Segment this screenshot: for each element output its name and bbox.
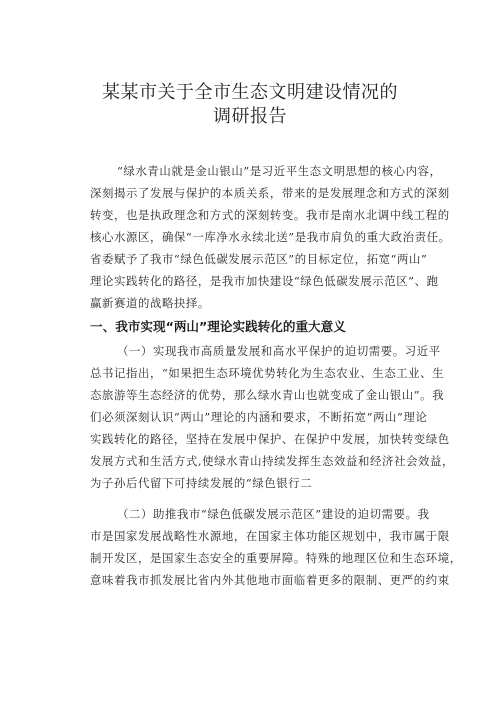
para-line: 市是国家发展战略性水源地，在国家主体功能区规划中，我市属于限 <box>90 529 450 543</box>
intro-line: 省委赋予了我市“绿色低碳发展示范区”的目标定位，拓宽“两山” <box>90 252 428 266</box>
para-line: 态旅游等生态经济的优势，那么绿水青山也就变成了金山银山”。我 <box>90 388 445 402</box>
doc-title-line-1: 某某市关于全市生态文明建设情况的 <box>102 82 398 103</box>
para-line: （一）实现我市高质量发展和高水平保护的迫切需要。习近平 <box>117 344 441 358</box>
para-line: （二）助推我市“绿色低碳发展示范区”建设的迫切需要。我 <box>117 507 430 521</box>
intro-line: 转变，也是执政理念和方式的深刻转变。我市是南水北调中线工程的 <box>90 208 450 222</box>
doc-title-line-2: 调研报告 <box>213 106 287 127</box>
intro-line: 赢新赛道的战略抉择。 <box>90 296 210 310</box>
para-line: 制开发区，是国家生态安全的重要屏障。特殊的地理区位和生态环境， <box>90 551 462 565</box>
intro-line: 深刻揭示了发展与保护的本质关系，带来的是发展理念和方式的深刻 <box>90 186 450 200</box>
para-line: 实践转化的路径，坚持在发展中保护、在保护中发展，加快转变绿色 <box>90 432 450 446</box>
intro-line: 理论实践转化的路径，是我市加快建设“绿色低碳发展示范区”、跑 <box>90 274 439 288</box>
para-line: 为子孙后代留下可持续发展的“绿色银行二 <box>90 476 313 490</box>
section-heading: 一、我市实现“两山”理论实践转化的重大意义 <box>90 319 346 334</box>
para-line: 总书记指出，“如果把生态环境优势转化为生态农业、生态工业、生 <box>90 366 445 380</box>
para-line: 发展方式和生活方式,使绿水青山持续发挥生态效益和经济社会效益， <box>90 454 454 468</box>
intro-line: “绿水青山就是金山银山”是习近平生态文明思想的核心内容， <box>117 164 442 178</box>
intro-line: 核心水源区，确保“一库净水永续北送”是我市肩负的重大政治责任。 <box>90 230 451 244</box>
para-line: 们必须深刻认识“两山”理论的内涵和要求，不断拓宽“两山”理论 <box>90 410 428 424</box>
para-line: 意味着我市抓发展比省内外其他地市面临着更多的限制、更严的约束 <box>90 573 450 587</box>
